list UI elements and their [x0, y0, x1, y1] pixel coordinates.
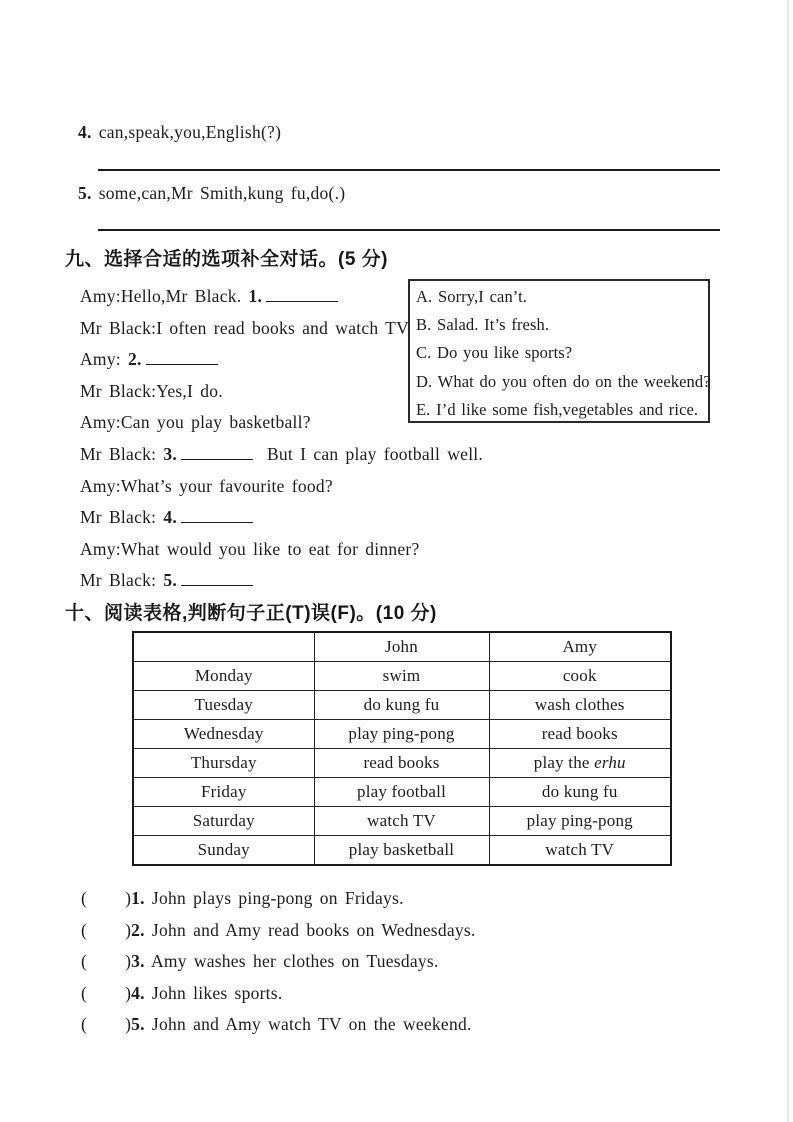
italic-word: erhu [594, 753, 626, 772]
table-cell: do kung fu [314, 691, 489, 720]
section-nine-heading: 九、选择合适的选项补全对话。(5 分) [65, 249, 389, 270]
table-row [133, 778, 671, 807]
dialogue-line: Amy:What’s your favourite food? [80, 475, 333, 496]
dialogue-line: Mr Black:I often read books and watch TV. [80, 317, 412, 338]
table-row [133, 807, 671, 836]
question-4 [78, 122, 281, 143]
dialogue-speaker: Amy: [80, 475, 121, 496]
dialogue-line [80, 444, 483, 465]
dialogue-speaker: Amy: [80, 412, 121, 433]
table-header-row [133, 632, 671, 662]
table-cell: wash clothes [489, 691, 671, 720]
table-cell: cook [489, 662, 671, 691]
dialogue-speaker: Mr Black: [80, 380, 157, 401]
option-item: E. I’d like some fish,vegetables and rice. [416, 399, 699, 419]
dialogue-speaker: Mr Black: [80, 570, 157, 591]
table-cell: Monday [133, 662, 314, 691]
dialogue-blank-number: 3. [156, 444, 177, 464]
question-5-text: some,can,Mr Smith,kung fu,do(.) [98, 183, 346, 203]
table-cell: play ping-pong [314, 720, 489, 749]
table-row [133, 662, 671, 691]
dialogue-line [80, 570, 253, 591]
answer-line-4 [98, 169, 720, 171]
table-cell: Saturday [133, 807, 314, 836]
table-cell: play football [314, 778, 489, 807]
dialogue-blank-number: 2. [120, 349, 142, 370]
bracket-close: ) [125, 1014, 132, 1035]
dialogue-speaker: Amy: [80, 286, 121, 306]
question-4-number: 4. [78, 122, 92, 142]
answer-blank [181, 571, 253, 586]
dialogue-tail-text: But I can play football well. [266, 444, 484, 464]
option-item: B. Salad. It’s fresh. [416, 315, 550, 335]
dialogue-line [80, 507, 253, 528]
answer-blank [181, 508, 253, 523]
section-ten-heading: 十、阅读表格,判断句子正(T)误(F)。(10 分) [65, 603, 437, 624]
table-cell: play basketball [314, 836, 489, 866]
question-4-text: can,speak,you,English(?) [98, 122, 282, 142]
schedule-table [132, 631, 672, 866]
table-cell: swim [314, 662, 489, 691]
bracket-open: ( [81, 982, 88, 1003]
statement-number: 1. [131, 888, 145, 908]
bracket-close: ) [125, 919, 132, 940]
table-row [133, 691, 671, 720]
bracket-open: ( [81, 951, 88, 972]
tf-statement: ( )4. John likes sports. [81, 982, 283, 1003]
tf-statement: ( )3. Amy washes her clothes on Tuesdays. [81, 951, 439, 972]
option-item: C. Do you like sports? [416, 343, 573, 363]
table-row [133, 720, 671, 749]
dialogue-speaker: Mr Black: [80, 444, 157, 464]
dialogue-speaker: Amy: [80, 349, 121, 370]
tf-statement: ( )5. John and Amy watch TV on the weekend. [81, 1014, 472, 1035]
table-cell: Sunday [133, 836, 314, 866]
dialogue-speaker: Mr Black: [80, 507, 157, 528]
bracket-close: ) [125, 888, 132, 908]
table-row [133, 749, 671, 778]
statement-number: 2. [131, 919, 145, 940]
table-cell: read books [489, 720, 671, 749]
option-item: D. What do you often do on the weekend? [416, 371, 711, 391]
table-cell: do kung fu [489, 778, 671, 807]
table-cell: play ping-pong [489, 807, 671, 836]
dialogue-speaker: Amy: [80, 538, 121, 559]
dialogue-blank-number: 1. [248, 286, 263, 306]
dialogue-line: Amy:What would you like to eat for dinner? [80, 538, 420, 559]
dialogue-blank-number: 4. [156, 507, 177, 528]
bracket-close: ) [125, 982, 132, 1003]
table-cell: Wednesday [133, 720, 314, 749]
statement-number: 4. [131, 982, 145, 1003]
dialogue-line [80, 349, 218, 370]
scan-edge-line [787, 0, 789, 1122]
table-cell: watch TV [314, 807, 489, 836]
table-cell: read books [314, 749, 489, 778]
answer-blank [181, 445, 253, 460]
table-cell: Tuesday [133, 691, 314, 720]
answer-line-5 [98, 229, 720, 231]
table-cell: Friday [133, 778, 314, 807]
statement-number: 5. [131, 1014, 145, 1035]
tf-statement: ( )1. John plays ping-pong on Fridays. [81, 888, 404, 908]
answer-blank [146, 350, 218, 365]
table-cell: watch TV [489, 836, 671, 866]
table-header-cell: John [314, 632, 489, 662]
dialogue-line: Amy:Hello,Mr Black. 1. [80, 286, 338, 307]
question-5-number: 5. [78, 183, 92, 203]
bracket-open: ( [81, 1014, 88, 1035]
bracket-open: ( [81, 888, 88, 908]
table-cell: play the erhu [489, 749, 671, 778]
answer-blank [266, 287, 338, 302]
schedule-table-body [133, 632, 671, 865]
bracket-close: ) [125, 951, 132, 972]
question-5 [78, 183, 345, 204]
option-item: A. Sorry,I can’t. [416, 287, 528, 306]
table-header-cell [133, 632, 314, 662]
tf-statement: ( )2. John and Amy read books on Wednesdays. [81, 919, 476, 940]
dialogue-line: Amy:Can you play basketball? [80, 412, 311, 433]
table-header-cell: Amy [489, 632, 671, 662]
dialogue-line: Mr Black:Yes,I do. [80, 380, 223, 401]
bracket-open: ( [81, 919, 88, 940]
table-cell: Thursday [133, 749, 314, 778]
dialogue-blank-number: 5. [156, 570, 177, 591]
table-row [133, 836, 671, 866]
options-box [408, 279, 710, 423]
statement-number: 3. [131, 951, 145, 972]
dialogue-speaker: Mr Black: [80, 317, 157, 338]
